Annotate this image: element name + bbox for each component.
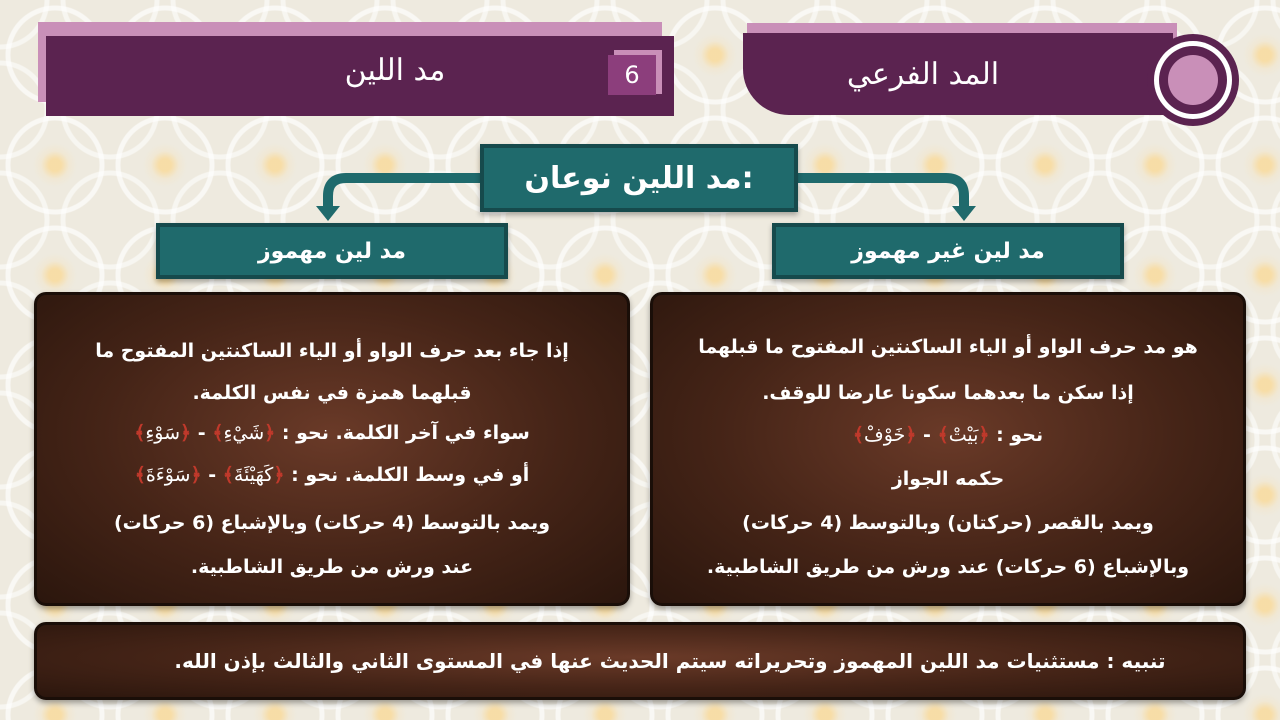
example-word-2: خَوْفْ <box>864 424 906 446</box>
example-word-1: بَيْتْ <box>948 424 979 446</box>
length-line-2: عند ورش من طريق الشاطبية. <box>190 556 474 578</box>
length-line-1: ويمد بالقصر (حركتان) وبالتوسط (4 حركات) <box>742 512 1154 534</box>
middle-example-prefix: أو في وسط الكلمة. نحو : <box>291 464 530 486</box>
header-lesson-banner <box>46 36 674 116</box>
definition-line-1: إذا جاء بعد حرف الواو أو الياء الساكنتين المفتوح ما <box>95 340 569 362</box>
hamzated-panel <box>34 292 630 606</box>
lesson-number-badge: 6 <box>608 55 656 95</box>
definition-line-2: إذا سكن ما بعدهما سكونا عارضا للوقف. <box>762 382 1134 404</box>
example-word-3: كَهَيْئَةَ <box>233 464 274 486</box>
header-main-banner <box>743 33 1173 115</box>
note-text: تنبيه : مستثنيات مد اللين المهموز وتحريراته سيتم الحديث عنها في المستوى الثاني والثالث بإذن الله. <box>174 649 1166 673</box>
lesson-title: مد اللين <box>344 52 446 88</box>
example-separator: - <box>197 422 206 444</box>
length-line-1: ويمد بالتوسط (4 حركات) وبالإشباع (6 حركات) <box>113 512 550 534</box>
branch-hamzated: مد لين مهموز <box>156 223 508 279</box>
example-word-2: سَوْءِ <box>145 422 181 444</box>
length-line-2: وبالإشباع (6 حركات) عند ورش من طريق الشاطبية. <box>706 556 1190 578</box>
example-line: نحو : ﴿بَيْتْ﴾ - ﴿خَوْفْ﴾ <box>852 424 1044 446</box>
definition-line-2: قبلهما همزة في نفس الكلمة. <box>192 382 472 404</box>
middle-example-line: أو في وسط الكلمة. نحو : ﴿كَهَيْئَةَ﴾ - ﴿سَوْءَةَ﴾ <box>134 464 530 486</box>
example-separator: - <box>923 424 931 446</box>
header-circle-inner <box>1168 55 1218 105</box>
example-word-4: سَوْءَةَ <box>145 464 191 486</box>
diagram-root-box: مد اللين نوعان: <box>480 144 798 212</box>
rule-line: حكمه الجواز <box>891 468 1005 490</box>
note-panel <box>34 622 1246 700</box>
non-hamzated-panel <box>650 292 1246 606</box>
end-example-line: سواء في آخر الكلمة. نحو : ﴿شَيْءِ﴾ - ﴿سَوْءِ﴾ <box>134 422 530 444</box>
end-example-prefix: سواء في آخر الكلمة. نحو : <box>281 422 530 444</box>
branch-non-hamzated: مد لين غير مهموز <box>772 223 1124 279</box>
example-word-1: شَيْءِ <box>223 422 265 444</box>
example-prefix: نحو : <box>996 424 1044 446</box>
main-title: المد الفرعي <box>846 56 1000 92</box>
definition-line-1: هو مد حرف الواو أو الياء الساكنتين المفتوح ما قبلهما <box>698 336 1198 358</box>
example-separator-2: - <box>208 464 217 486</box>
